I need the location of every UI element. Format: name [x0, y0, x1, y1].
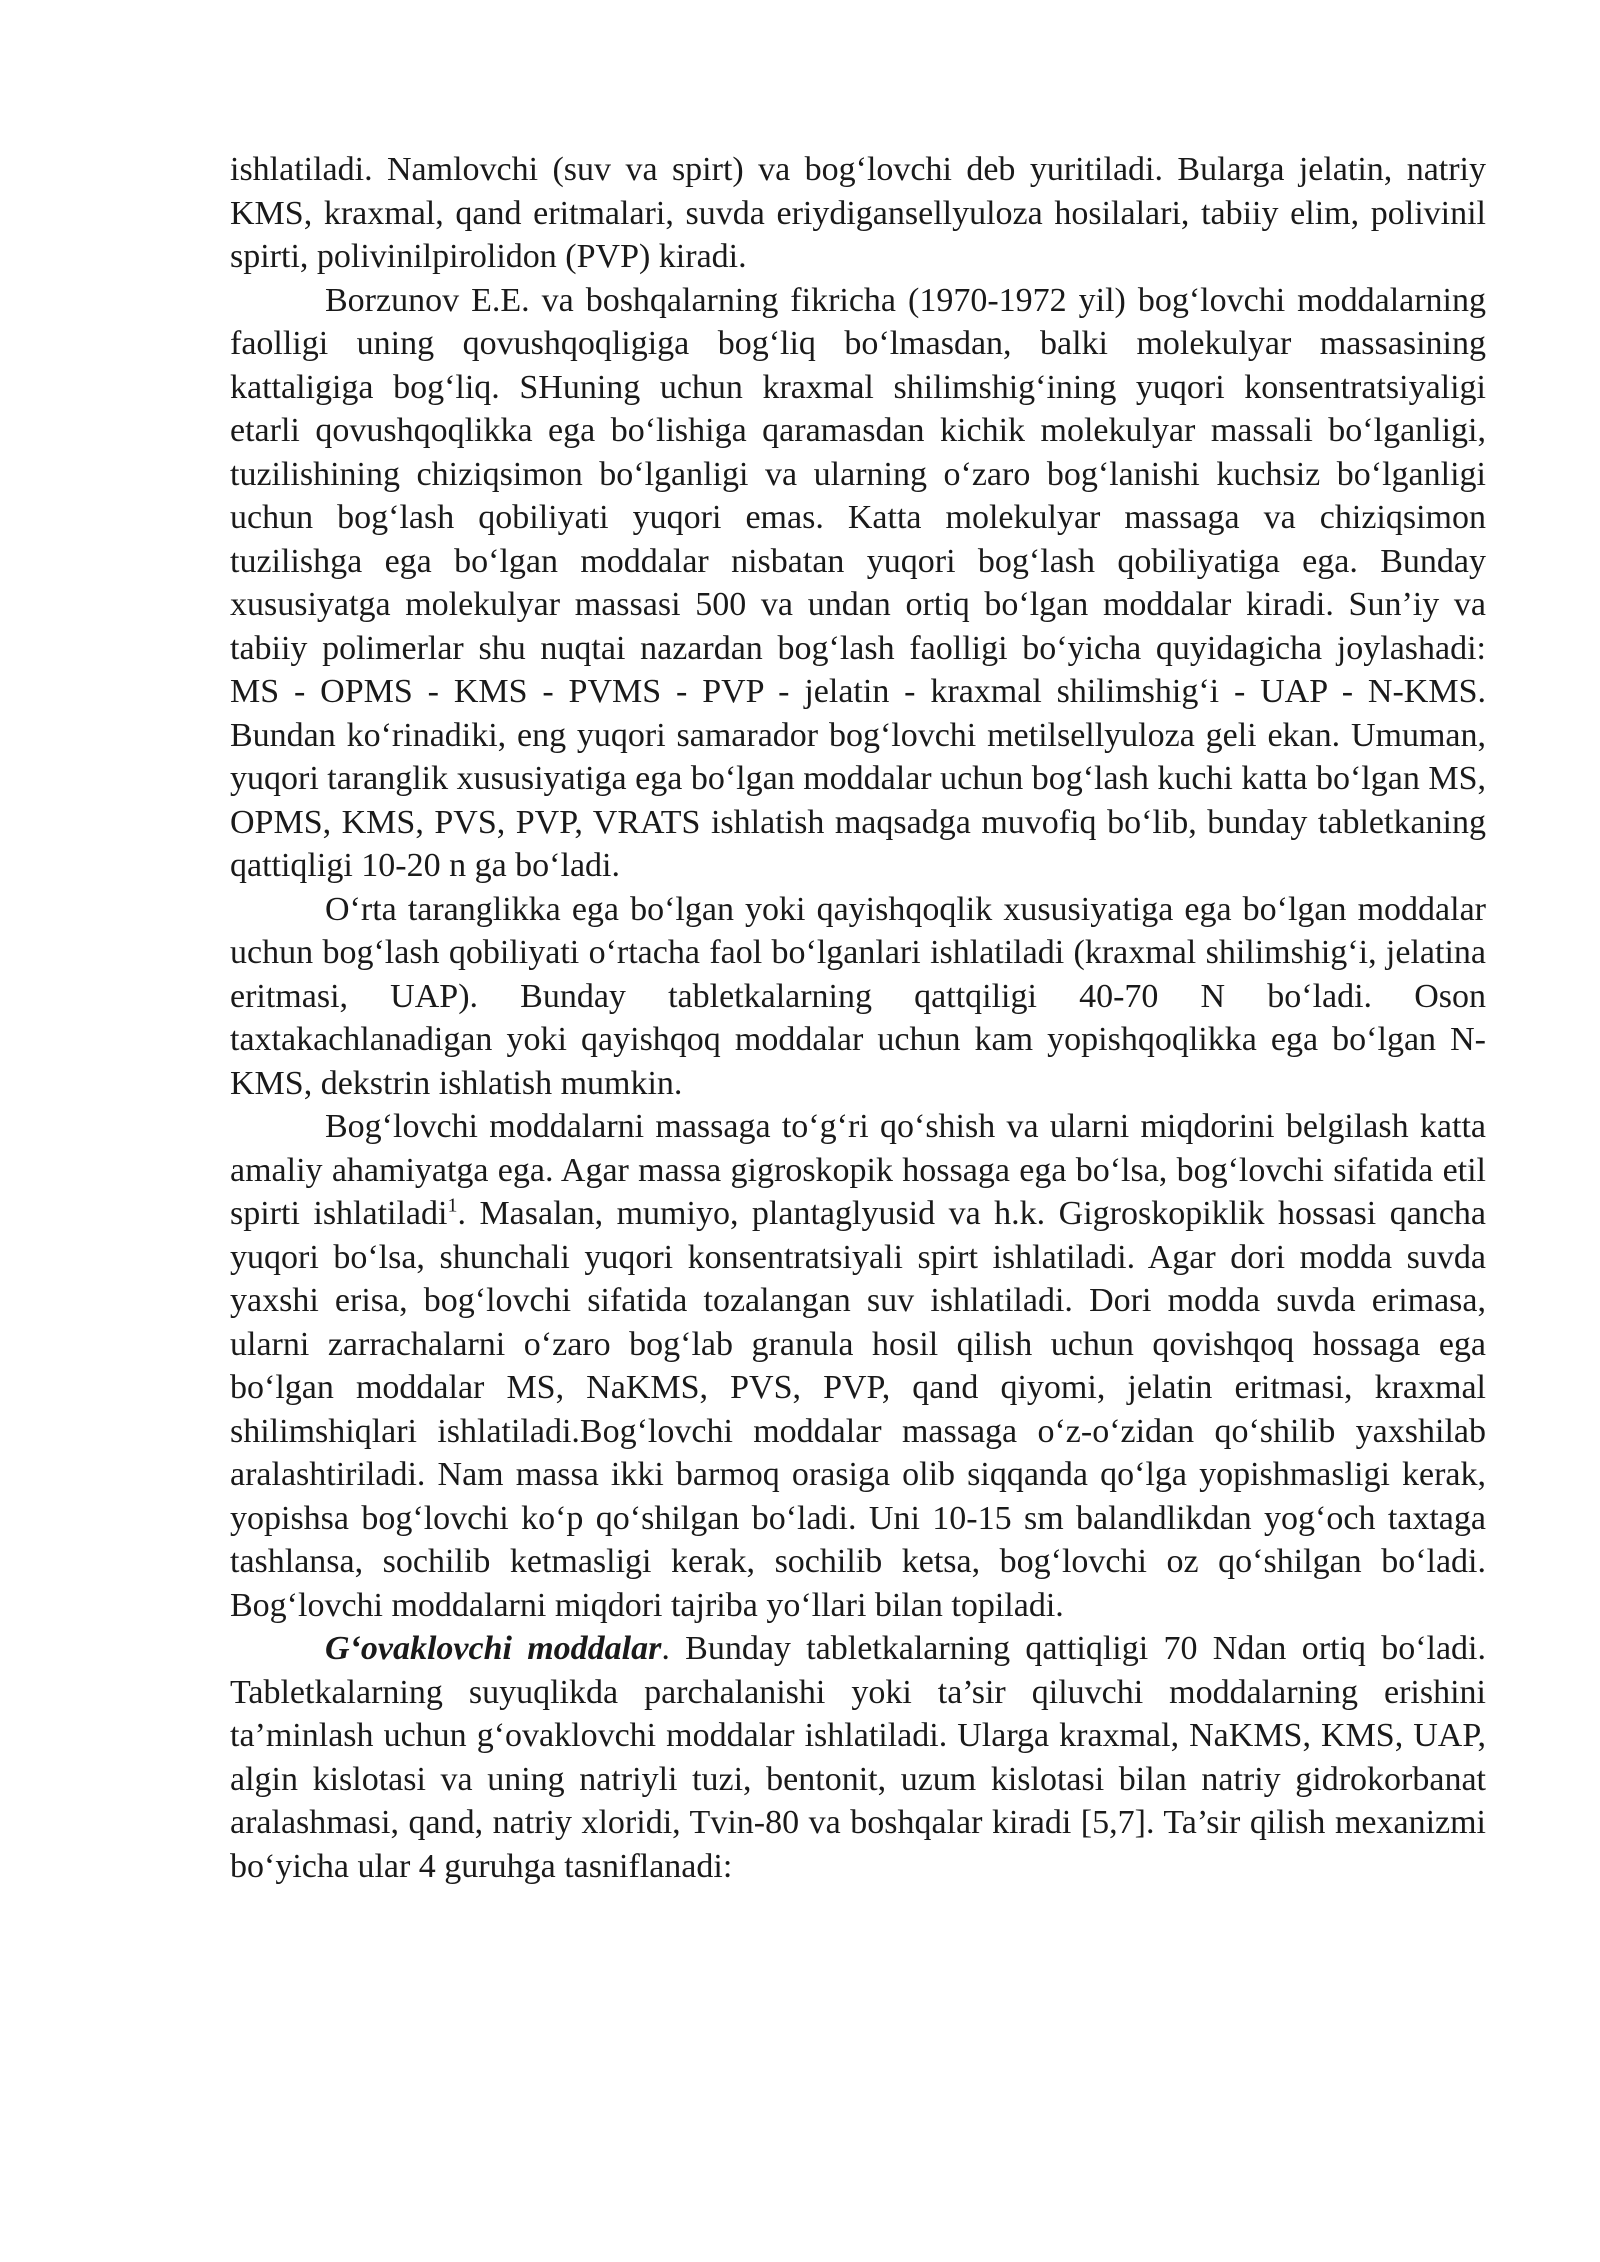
- paragraph-borzunov: Borzunov E.E. va boshqalarning fikricha (1970-1972 yil) bog‘lovchi moddalarning faolligi uning qovushqoqligiga bog‘liq bo‘lmasdan, balki molekulyar massasining kattaligiga bog‘liq. SHuning uchun kraxmal shilimshig‘ining yuqori konsentratsiyaligi etarli qovushqoqlikka ega bo‘lishiga qaramasdan kichik molekulyar massali bo‘lganligi, tuzilishining chiziqsimon bo‘lganligi va ularning o‘zaro bog‘lanishi kuchsiz bo‘lganligi uchun bog‘lash qobiliyati yuqori emas. Katta molekulyar massaga va chiziqsimon tuzilishga ega bo‘lgan moddalar nisbatan yuqori bog‘lash qobiliyatiga ega. Bunday xususiyatga molekulyar massasi 500 va undan ortiq bo‘lgan moddalar kiradi. Sun’iy va tabiiy polimerlar shu nuqtai nazardan bog‘lash faolligi bo‘yicha quyidagicha joylashadi: MS - OPMS - KMS - PVMS - PVP - jelatin - kraxmal shilimshig‘i - UAP - N-KMS. Bundan ko‘rinadiki, eng yuqori samarador bog‘lovchi metilsellyuloza geli ekan. Umuman, yuqori taranglik xususiyatiga ega bo‘lgan moddalar uchun bog‘lash kuchi katta bo‘lgan MS, OPMS, KMS, PVS, PVP, VRATS ishlatish maqsadga muvofiq bo‘lib, bunday tabletkaning qattiqligi 10-20 n ga bo‘ladi.: [230, 281, 1486, 884]
- paragraph-binders-intro: ishlatiladi. Namlovchi (suv va spirt) va bog‘lovchi deb yuritiladi. Bularga jelatin, natriy KMS, kraxmal, qand eritmalari, suvda eriydigansellyuloza hosilalari, tabiiy elim, polivinil spirti, polivinilpirolidon (PVP) kiradi.: [230, 151, 1486, 275]
- disintegrants-text: . Bunday tabletkalarning qattiqligi 70 Ndan ortiq bo‘ladi. Tabletkalarning suyuqlikda parchalanishi yoki ta’sir qiluvchi moddalarning erishini ta’minlash uchun g‘ovaklovchi moddalar ishlatiladi. Ularga kraxmal, NaKMS, KMS, UAP, algin kislotasi va uning natriyli tuzi, bentonit, uzum kislotasi bilan natriy gidrokorbanat aralashmasi, qand, natriy xloridi, Tvin-80 va boshqalar kiradi [5,7]. Ta’sir qilish mexanizmi bo‘yicha ular 4 guruhga tasniflanadi:: [230, 1630, 1487, 1885]
- document-page: [230, 148, 1486, 1888]
- paragraph-disintegrants: [230, 1627, 1486, 1888]
- paragraph-binder-dosing: [230, 1105, 1486, 1627]
- footnote-marker: 1: [447, 1194, 458, 1217]
- binder-dosing-text-end: . Masalan, mumiyo, plantaglyusid va h.k. Gigroskopiklik hossasi qancha yuqori bo‘lsa, shunchali yuqori konsentratsiyali spirt ishlatiladi. Agar dori modda suvda yaxshi erisa, bog‘lovchi sifatida tozalangan suv ishlatiladi. Dori modda suvda erimasa, ularni zarrachalarni o‘zaro bog‘lab granula hosil qilish uchun qovishqoq hossaga ega bo‘lgan moddalar MS, NaKMS, PVS, PVP, qand qiyomi, jelatin eritmasi, kraxmal shilimshiqlari ishlatiladi.Bog‘lovchi moddalar massaga o‘z-o‘zidan qo‘shilib yaxshilab aralashtiriladi. Nam massa ikki barmoq orasiga olib siqqanda qo‘lga yopishmasligi kerak, yopishsa bog‘lovchi ko‘p qo‘shilgan bo‘ladi. Uni 10-15 sm balandlikdan yog‘och taxtaga tashlansa, sochilib ketmasligi kerak, sochilib ketsa, bog‘lovchi oz qo‘shilgan bo‘ladi. Bog‘lovchi moddalarni miqdori tajriba yo‘llari bilan topiladi.: [230, 1195, 1486, 1624]
- paragraph-medium-elasticity: O‘rta taranglikka ega bo‘lgan yoki qayishqoqlik xususiyatiga ega bo‘lgan moddalar uchun bog‘lash qobiliyati o‘rtacha faol bo‘lganlari ishlatiladi (kraxmal shilimshig‘i, jelatina eritmasi, UAP). Bunday tabletkalarning qattqiligi 40-70 N bo‘ladi. Oson taxtakachlanadigan yoki qayishqoq moddalar uchun kam yopishqoqlikka ega bo‘lgan N-KMS, dekstrin ishlatish mumkin.: [230, 890, 1486, 1102]
- binder-dosing-text-start: Bog‘lovchi moddalarni massaga to‘g‘ri qo‘shish va ularni miqdorini belgilash katta amaliy ahamiyatga ega. Agar massa gigroskopik hossaga ega bo‘lsa, bog‘lovchi sifatida etil spirti ishlatiladi: [230, 1108, 1486, 1232]
- section-heading-disintegrants: G‘ovaklovchi moddalar: [325, 1630, 662, 1667]
